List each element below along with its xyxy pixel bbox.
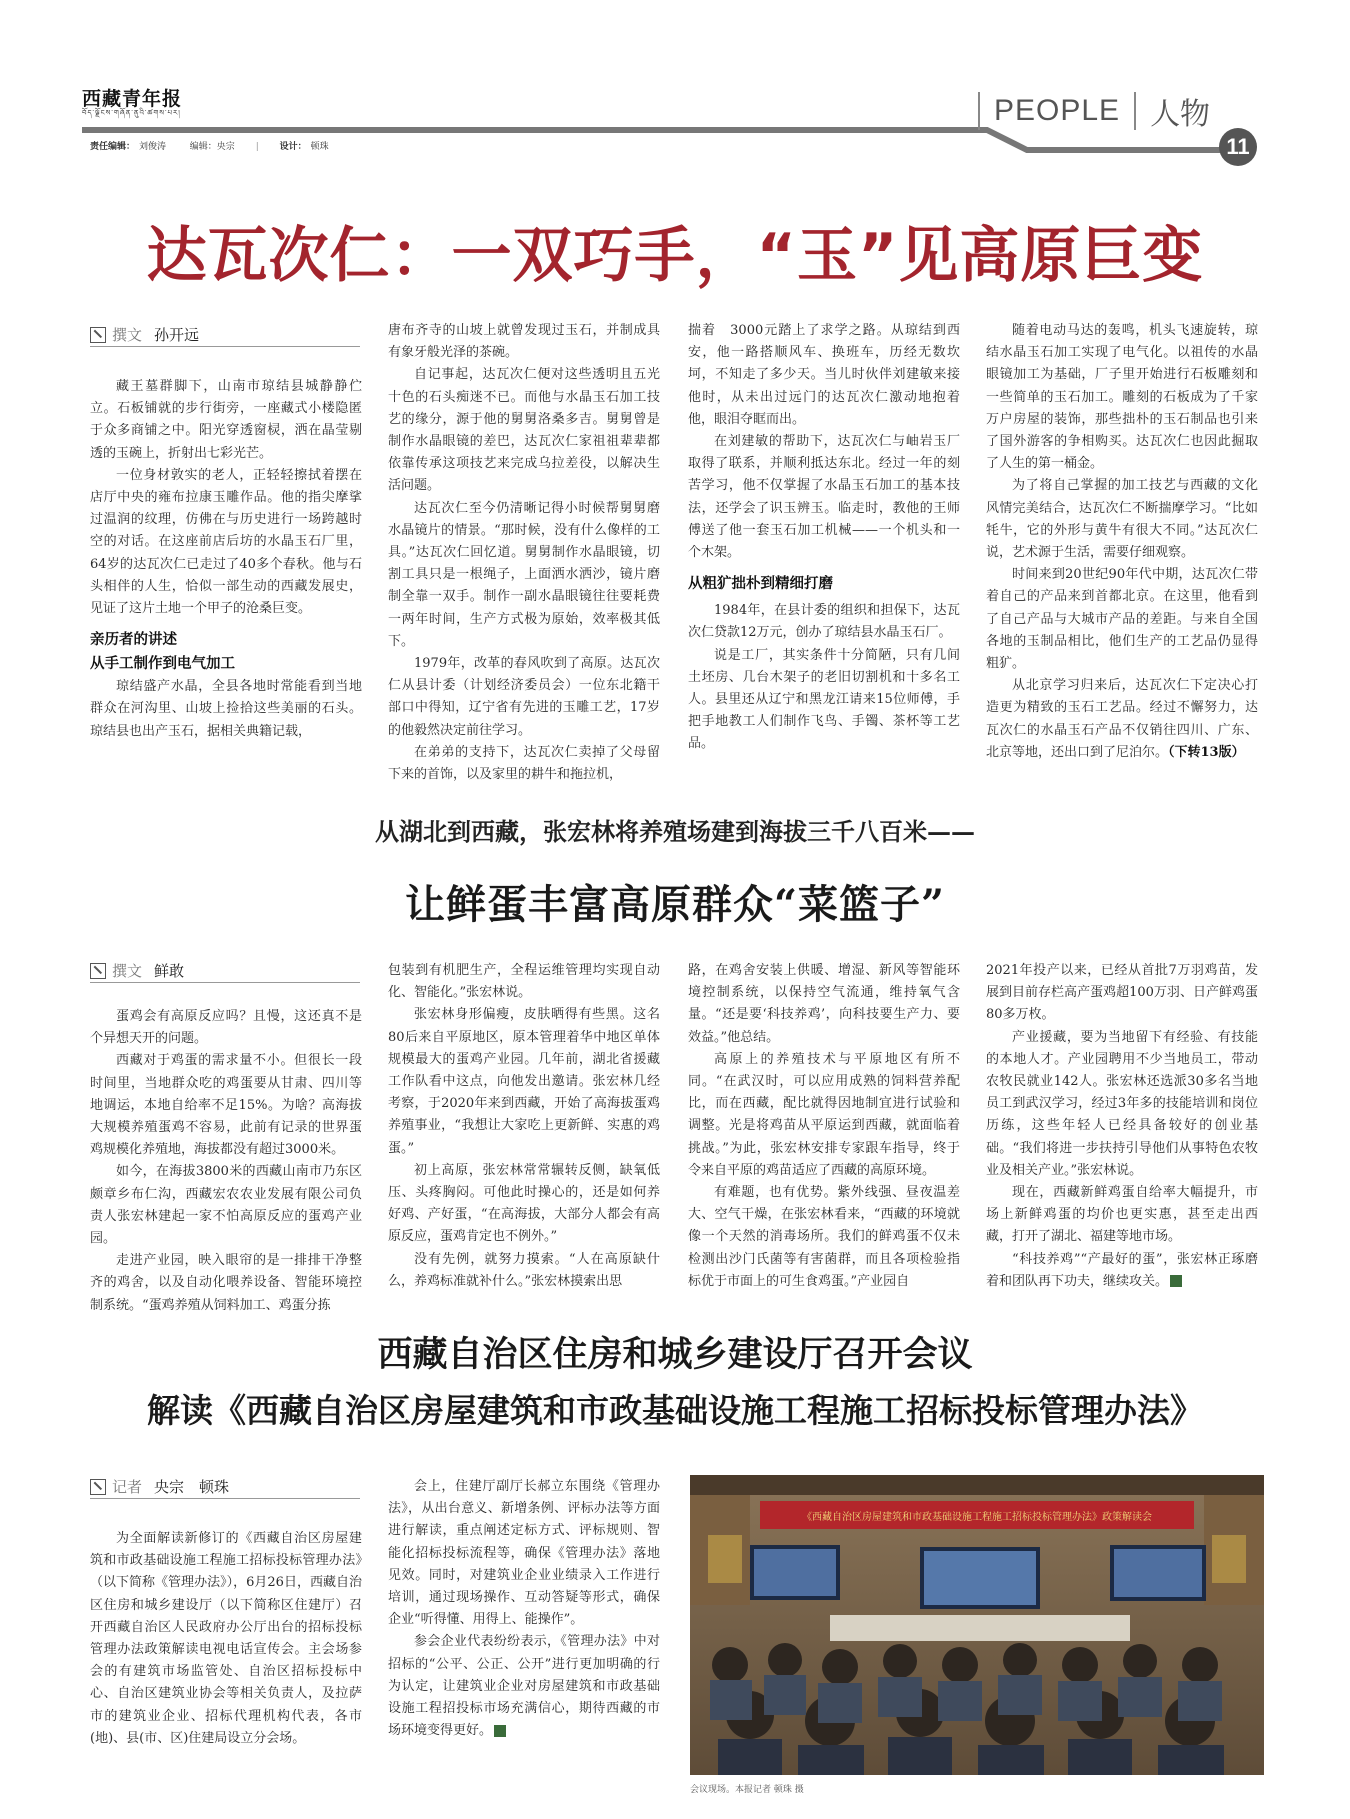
article2-column-2: 包装到有机肥生产，全程运维管理均实现自动化、智能化。”张宏林说。 张宏林身形偏瘦，皮肤晒得有些黑。这名80后来自平原地区，原本管理着华中地区单体规模最大的蛋鸡产业园。几年前，湖北省援藏工作队看中这点，向他发出邀请。张宏林几经考察，于2020年来到西藏，开始了高海拔蛋鸡养殖事业，“我想让大家吃上更新鲜、实惠的鸡蛋。” 初上高原，张宏林常常辗转反侧，缺氧低压、头疼胸闷。可他此时操心的，还是如何养好鸡、产好蛋，“在高海拔，大部分人都会有高原反应，蛋鸡肯定也不例外。” 没有先例，就努力摸索。“人在高原缺什么，养鸡标准就补什么。”张宏林摸索出思 (388, 963, 660, 1289)
article3-headline-line1: 西藏自治区住房和城乡建设厅召开会议 (377, 1334, 973, 1375)
article2-column-1: 蛋鸡会有高原反应吗？且慢，这还真不是个异想天开的问题。 西藏对于鸡蛋的需求量不小。但很长一段时间里，当地群众吃的鸡蛋要从甘肃、四川等地调运，本地自给率不足15%。为啥？高海拔大规模养殖蛋鸡不容易，此前有记录的世界蛋鸡规模化养殖地，海拔都没有超过3000米。 如今，在海拔3800米的西藏山南市乃东区颇章乡布仁沟，西藏宏农农业发展有限公司负责人张宏林建起一家不怕高原反应的蛋鸡产业园。 走进产业园，映入眼帘的是一排排干净整齐的鸡舍，以及自动化喂养设备、智能环境控制系统。“蛋鸡养殖从饲料加工、鸡蛋分拣 (90, 1009, 362, 1313)
subheading: 从手工制作到电气加工 (90, 656, 235, 673)
article3-author: 央宗 顿珠 (154, 1478, 230, 1496)
article2-byline: 撰文 鲜敢 (90, 960, 184, 981)
article2-column-4: 2021年投产以来，已经从首批7万羽鸡苗，发展到目前存栏高产蛋鸡超100万羽、日产鲜鸡蛋80多万枚。 产业援藏，要为当地留下有经验、有技能的本地人才。产业园聘用不少当地员工，带动农牧民就业142人。张宏林还选派30多名当地员工到武汉学习，经过3年多的技能培训和岗位历练，这些年轻人已经具备较好的创业基础。“我们将进一步扶持引导他们从事特色农牧业及相关产业。”张宏林说。 现在，西藏新鲜鸡蛋自给率大幅提升，市场上新鲜鸡蛋的均价也更实惠，甚至走出西藏，打开了湖北、福建等地市场。 “科技养鸡”“产最好的蛋”，张宏林正琢磨着和团队再下功夫，继续攻关。 (986, 963, 1258, 1289)
photo-caption: 会议现场。本报记者 顿珠 摄 (690, 1785, 804, 1795)
article1-column-1: 藏王墓群脚下，山南市琼结县城静静伫立。石板铺就的步行街旁，一座藏式小楼隐匿于众多商铺之中。阳光穿透窗棂，洒在晶莹剔透的玉碗上，折射出七彩光芒。 一位身材敦实的老人，正轻轻擦拭着摆在店厅中央的雍布拉康玉雕作品。他的指尖摩挲过温润的纹理，仿佛在与历史进行一场跨越时空的对话。在这座前店后坊的水晶玉石厂里，64岁的达瓦次仁已走过了40多个春秋。他与石头相伴的人生，恰似一部生动的西藏发展史，见证了这片土地一个甲子的沧桑巨变。 亲历者的讲述 从手工制作到电气加工 琼结盛产水晶，全县各地时常能看到当地群众在河沟里、山坡上捡拾这些美丽的石头。琼结县也出产玉石，据相关典籍记载， (90, 379, 362, 739)
pen-icon (90, 327, 106, 343)
article3-column-2: 会上，住建厅副厅长郝立东围绕《管理办法》，从出台意义、新增条例、评标办法等方面进行解读，重点阐述定标方式、评标规则、智能化招标投标流程等，确保《管理办法》落地见效。同时，对建筑业企业业绩录入工作进行培训，通过现场操作、互动答疑等形式，确保企业“听得懂、用得上、能操作”。 参会企业代表纷纷表示，《管理办法》中对招标的“公平、公正、公开”进行更加明确的行为认定，让建筑业企业对房屋建筑和市政基础设施工程招投标市场充满信心，期待西藏的市场环境变得更好。 (388, 1479, 660, 1739)
pen-icon (90, 1479, 106, 1495)
article2-author: 鲜敢 (154, 962, 185, 980)
meeting-photo (690, 1475, 1264, 1775)
article1-column-3: 揣着 3000元踏上了求学之路。从琼结到西安，他一路搭顺风车、换班车，历经无数坎坷，不知走了多少天。当儿时伙伴刘建敏来接他时，从未出过远门的达瓦次仁激动地抱着他，眼泪夺眶而出。 在刘建敏的帮助下，达瓦次仁与岫岩玉厂取得了联系，并顺利抵达东北。经过一年的刻苦学习，他不仅掌握了水晶玉石加工的基本技法，还学会了识玉辨玉。临走时，教他的王师傅送了他一套玉石加工机械——一个机头和一个木架。 从粗犷拙朴到精细打磨 1984年，在县计委的组织和担保下，达瓦次仁贷款12万元，创办了琼结县水晶玉石厂。 说是工厂，其实条件十分简陋，只有几间土坯房、几台木架子的老旧切割机和十多名工人。县里还从辽宁和黑龙江请来15位师傅，手把手地教工人们制作飞鸟、手镯、茶杯等工艺品。 (688, 323, 960, 752)
masthead-title: 西藏青年报 (82, 88, 183, 110)
article1-column-4: 随着电动马达的轰鸣，机头飞速旋转，琼结水晶玉石加工实现了电气化。以祖传的水晶眼镜加工为基础，厂子里开始进行石板雕刻和一些简单的玉石加工。雕刻的石板成为了千家万户房屋的装饰，那些拙朴的玉石制品也引来了国外游客的争相购买。达瓦次仁也因此掘取了人生的第一桶金。 为了将自己掌握的加工技艺与西藏的文化风情完美结合，达瓦次仁不断揣摩学习。“比如牦牛，它的外形与黄牛有很大不同。”达瓦次仁说，艺术源于生活，需要仔细观察。 时间来到20世纪90年代中期，达瓦次仁带着自己的产品来到首都北京。在这里，他看到了自己产品与大城市产品的差距。与来自全国各地的玉制品相比，他们生产的工艺品仍显得粗犷。 从北京学习归来后，达瓦次仁下定决心打造更为精致的玉石工艺品。经过不懈努力，达瓦次仁的水晶玉石产品不仅销往四川、广东、北京等地，还出口到了尼泊尔。（下转13版） (986, 323, 1258, 760)
end-mark-icon (1170, 1275, 1182, 1287)
designer-name: 顿珠 (310, 142, 329, 152)
article1-column-2: 唐布齐寺的山坡上就曾发现过玉石，并制成具有象牙般光泽的茶碗。 自记事起，达瓦次仁便对这些透明且五光十色的石头痴迷不已。而他与水晶玉石加工技艺的缘分，源于他的舅舅洛桑多吉。舅舅曾是制作水晶眼镜的差巴，达瓦次仁家祖祖辈辈都依靠传承这项技艺来完成乌拉差役，以解决生活问题。 达瓦次仁至今仍清晰记得小时候帮舅舅磨水晶镜片的情景。“那时候，没有什么像样的工具。”达瓦次仁回忆道。舅舅制作水晶眼镜，切割工具只是一根绳子，上面洒水洒沙，镜片磨制全靠一双手。制作一副水晶眼镜往往要耗费一两年时间，生产方式极为原始，效率极其低下。 1979年，改革的春风吹到了高原。达瓦次仁从县计委（计划经济委员会）一位东北籍干部口中得知，辽宁省有先进的玉雕工艺，17岁的他毅然决定前往学习。 在弟弟的支持下，达瓦次仁卖掉了父母留下来的首饰，以及家里的耕牛和拖拉机， (388, 323, 660, 783)
article2-column-3: 路，在鸡舍安装上供暖、增湿、新风等智能环境控制系统，以保持空气流通，维持氧气含量。“还是要‘科技养鸡’，向科技要生产力、要效益。”他总结。 高原上的养殖技术与平原地区有所不同。“在武汉时，可以应用成熟的饲料营养配比，而在西藏，配比就得因地制宜进行试验和调整。光是将鸡苗从平原运到西藏，就面临着挑战。”为此，张宏林安排专家跟车指导，终于令来自平原的鸡苗适应了西藏的高原环境。 有难题，也有优势。紫外线强、昼夜温差大、空气干燥，在张宏林看来，“西藏的环境就像一个天然的消毒场所。我们的鲜鸡蛋不仅未检测出沙门氏菌等有害菌群，而且各项检验指标优于市面上的可生食鸡蛋。”产业园自 (688, 963, 960, 1289)
continued-note: （下转13版） (1168, 744, 1245, 760)
meeting-photo-illustration (690, 1475, 1264, 1775)
article3-headline-line2: 解读《西藏自治区房屋建筑和市政基础设施工程施工招标投标管理办法》 (147, 1391, 1203, 1430)
article3-column-1: 为全面解读新修订的《西藏自治区房屋建筑和市政基础设施工程施工招标投标管理办法》（以下简称《管理办法》），6月26日，西藏自治区住房和城乡建设厅（以下简称区住建厅）召开西藏自治区人民政府办公厅出台的招标投标管理办法政策解读电视电话宣传会。主会场参会的有建筑市场监管处、自治区招标投标中心、自治区建筑业协会等相关负责人，及拉萨市的建筑业企业、招标代理机构代表，各市(地)、县(市、区)住建局设立分会场。 (90, 1531, 362, 1746)
article3-byline: 记者 央宗 顿珠 (90, 1476, 229, 1497)
byline-underline (90, 982, 360, 983)
byline-underline (90, 1498, 360, 1499)
page-number-badge: 11 (1219, 128, 1257, 166)
editor-name: 刘俊涛 (139, 142, 167, 152)
editor-credits: 责任编辑： 刘俊涛 编辑：央宗 | 设计： 顿珠 (90, 142, 329, 152)
article1-headline: 达瓦次仁：一双巧手，“玉”见高原巨变 (146, 221, 1204, 291)
photo-banner-text: 《西藏自治区房屋建筑和市政基础设施工程施工招标投标管理办法》政策解读会 (802, 1512, 1152, 1523)
pen-icon (90, 963, 106, 979)
section-label (964, 86, 1210, 136)
article2-headline: 让鲜蛋丰富高原群众“菜篮子” (404, 881, 945, 928)
editor2-name: 央宗 (216, 142, 235, 152)
end-mark-icon (494, 1725, 506, 1737)
section-label-en: PEOPLE (994, 94, 1121, 127)
masthead-tibetan-subtitle: བོད་ལྗོངས་གཞོན་ནུའི་ཚགས་པར། (82, 109, 181, 117)
byline-underline (90, 346, 360, 347)
article2-kicker: 从湖北到西藏，张宏林将养殖场建到海拔三千八百米—— (375, 817, 975, 846)
section-label-zh: 人物 (1150, 97, 1211, 132)
subheading: 从粗犷拙朴到精细打磨 (688, 576, 833, 593)
article1-author: 孙开远 (154, 326, 200, 344)
subheading: 亲历者的讲述 (90, 632, 177, 649)
article1-byline: 撰文 孙开远 (90, 324, 199, 345)
